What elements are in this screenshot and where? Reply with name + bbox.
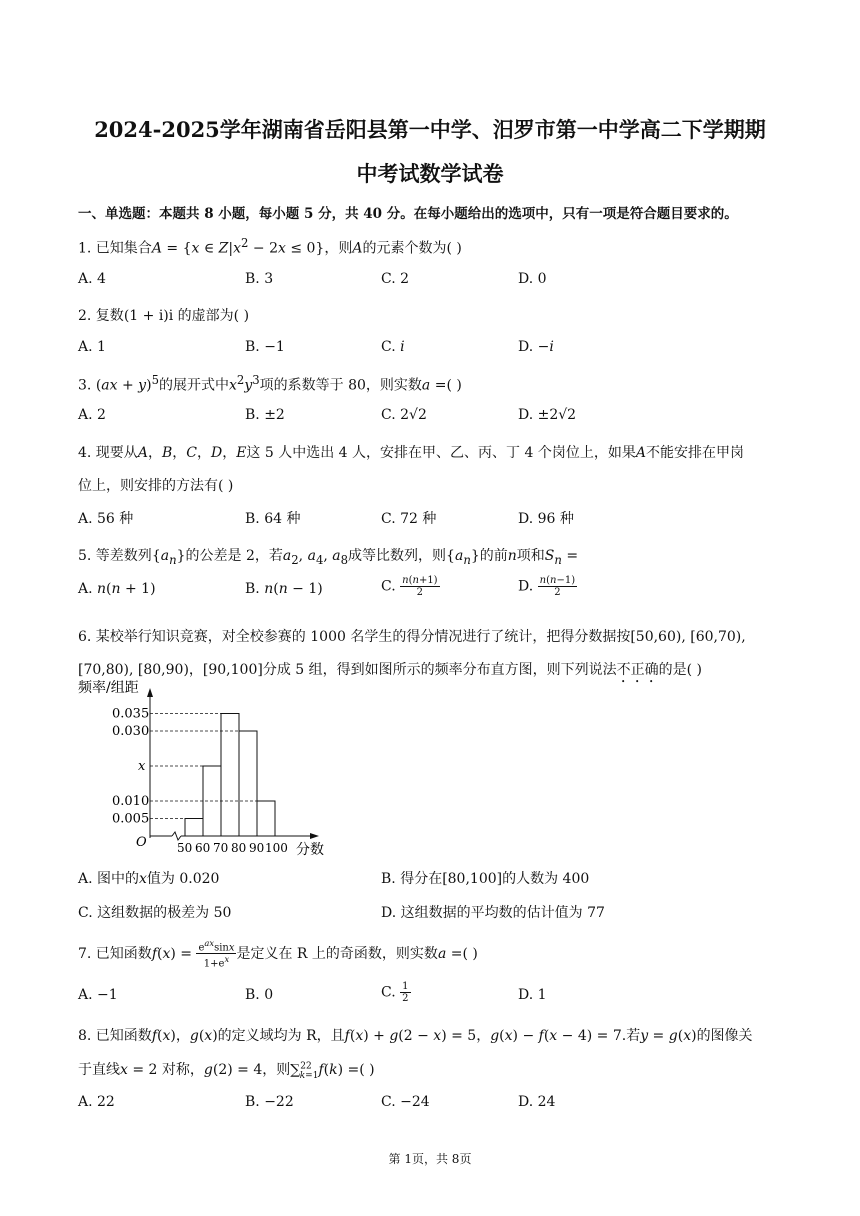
q7-option-d[interactable]: D. 1	[518, 987, 547, 1003]
histogram-plot	[78, 680, 324, 858]
q2-option-a[interactable]: A. 1	[78, 339, 106, 355]
question-5-stem: 5. 等差数列$\{a_n\}$的公差是 2，若$a_2$, $a_4$, $a_8$成等比数列，则$\{a_n\}$的前n项和$S_n$ =	[78, 548, 579, 567]
q5-option-b[interactable]: B. n(n − 1)	[245, 581, 323, 597]
section-heading: 一、单选题：本题共 8 小题，每小题 5 分，共 40 分。在每小题给出的选项中，只有一项是符合题目要求的。	[78, 206, 738, 222]
histogram-bar	[185, 819, 203, 837]
q4-option-b[interactable]: B. 64 种	[245, 511, 301, 527]
q7-option-a[interactable]: A. −1	[78, 987, 118, 1003]
q8-option-b[interactable]: B. −22	[245, 1094, 294, 1110]
q4-option-d[interactable]: D. 96 种	[518, 511, 574, 527]
q1-option-a[interactable]: A. 4	[78, 271, 106, 287]
q8-option-a[interactable]: A. 22	[78, 1094, 115, 1110]
y-tick-label: x	[138, 759, 146, 774]
question-6-stem-line1: 6. 某校举行知识竞赛，对全校参赛的 1000 名学生的得分情况进行了统计，把得分数据按[50,60), [60,70),	[78, 629, 746, 645]
q8-option-c[interactable]: C. −24	[381, 1094, 430, 1110]
q2-option-c[interactable]: C. i	[381, 339, 405, 355]
q1-option-b[interactable]: B. 3	[245, 271, 274, 287]
exam-title-line1: 2024-2025学年湖南省岳阳县第一中学、汨罗市第一中学高二下学期期	[94, 117, 766, 142]
histogram-bar	[239, 731, 257, 836]
q1-option-d[interactable]: D. 0	[518, 271, 547, 287]
x-tick-label: 90	[249, 841, 265, 855]
question-3-stem: 3. (ax + y)$^5$的展开式中$x^2y^3$项的系数等于 80，则实数a =( )	[78, 373, 462, 394]
question-4-stem-line2: 位上，则安排的方法有( )	[78, 478, 234, 494]
question-7-stem: 7. 已知函数f(x) = $\frac{e^{ax}\sin x}{1+e^x}$ 是定义在 R 上的奇函数，则实数a =( )	[78, 938, 478, 970]
q6-option-a[interactable]: A. 图中的x值为 0.020	[78, 871, 220, 887]
frequency-histogram	[74, 680, 364, 860]
q8-option-d[interactable]: D. 24	[518, 1094, 556, 1110]
q3-option-c[interactable]: C. 2√2	[381, 407, 427, 423]
origin-label: O	[136, 835, 147, 850]
q5-option-d[interactable]: D. $\frac{n(n-1)}{2}$	[518, 575, 576, 598]
q7-option-b[interactable]: B. 0	[245, 987, 274, 1003]
y-tick-label: 0.005	[112, 811, 150, 827]
histogram-bar	[257, 801, 275, 836]
question-6-stem-line2: [70,80), [80,90)，[90,100]分成 5 组，得到如图所示的频率分布直方图，则下列说法不正确的是( )	[78, 662, 702, 678]
histogram-bar	[221, 714, 239, 837]
q5-option-c[interactable]: C. $\frac{n(n+1)}{2}$	[381, 575, 438, 598]
x-tick-label: 60	[195, 841, 211, 855]
q3-option-d[interactable]: D. ±2√2	[518, 407, 577, 423]
y-tick-label: 0.030	[112, 724, 150, 739]
question-1-stem: 1. 已知集合A = {x ∈ $Z|x^2 - 2x \le 0$}，则A的元素个数为( )	[78, 236, 462, 257]
page-footer: 第 1页，共 8页	[388, 1152, 472, 1166]
x-tick-label: 80	[231, 841, 247, 855]
q6-option-c[interactable]: C. 这组数据的极差为 50	[78, 905, 232, 921]
question-4-stem: 4. 现要从A，B，C，D，E这 5 人中选出 4 人，安排在甲、乙、丙、丁 4 个岗位上，如果A不能安排在甲岗	[78, 445, 744, 461]
x-tick-label: 100	[265, 841, 288, 855]
x-axis-arrow	[310, 833, 319, 839]
question-8-stem: 8. 已知函数f(x)，g(x)的定义域均为 R，且f(x) + g(2 − x) = 5，g(x) − f(x − 4) = 7.若y = g(x)的图像关	[78, 1028, 753, 1044]
x-axis-title: 分数	[296, 842, 324, 858]
x-tick-label: 70	[213, 841, 229, 855]
q4-option-c[interactable]: C. 72 种	[381, 511, 437, 527]
q7-option-c[interactable]: C. $\frac{1}{2}$	[381, 981, 409, 1004]
question-8-stem-line2: 于直线x = 2 对称，g(2) = 4，则∑$^{22}_{k=1}$f(k) =( )	[78, 1061, 375, 1081]
y-tick-label: 0.010	[112, 794, 150, 809]
q2-option-d[interactable]: D. −i	[518, 339, 554, 355]
q4-option-a[interactable]: A. 56 种	[78, 511, 134, 527]
exam-title-line2: 中考试数学试卷	[356, 161, 504, 186]
q6-option-b[interactable]: B. 得分在[80,100]的人数为 400	[381, 871, 590, 887]
q3-option-a[interactable]: A. 2	[78, 407, 106, 423]
y-tick-label: 0.035	[112, 706, 150, 722]
y-axis-arrow	[147, 688, 153, 697]
question-2-stem: 2. 复数(1 + i)i 的虚部为( )	[78, 308, 250, 324]
q2-option-b[interactable]: B. −1	[245, 339, 285, 355]
q3-option-b[interactable]: B. ±2	[245, 407, 285, 423]
y-axis-title: 频率/组距	[78, 680, 139, 696]
x-tick-label: 50	[177, 841, 193, 855]
q1-option-c[interactable]: C. 2	[381, 271, 410, 287]
q5-option-a[interactable]: A. n(n + 1)	[78, 581, 156, 597]
q6-option-d[interactable]: D. 这组数据的平均数的估计值为 77	[381, 905, 605, 921]
x-axis-break	[172, 832, 181, 840]
